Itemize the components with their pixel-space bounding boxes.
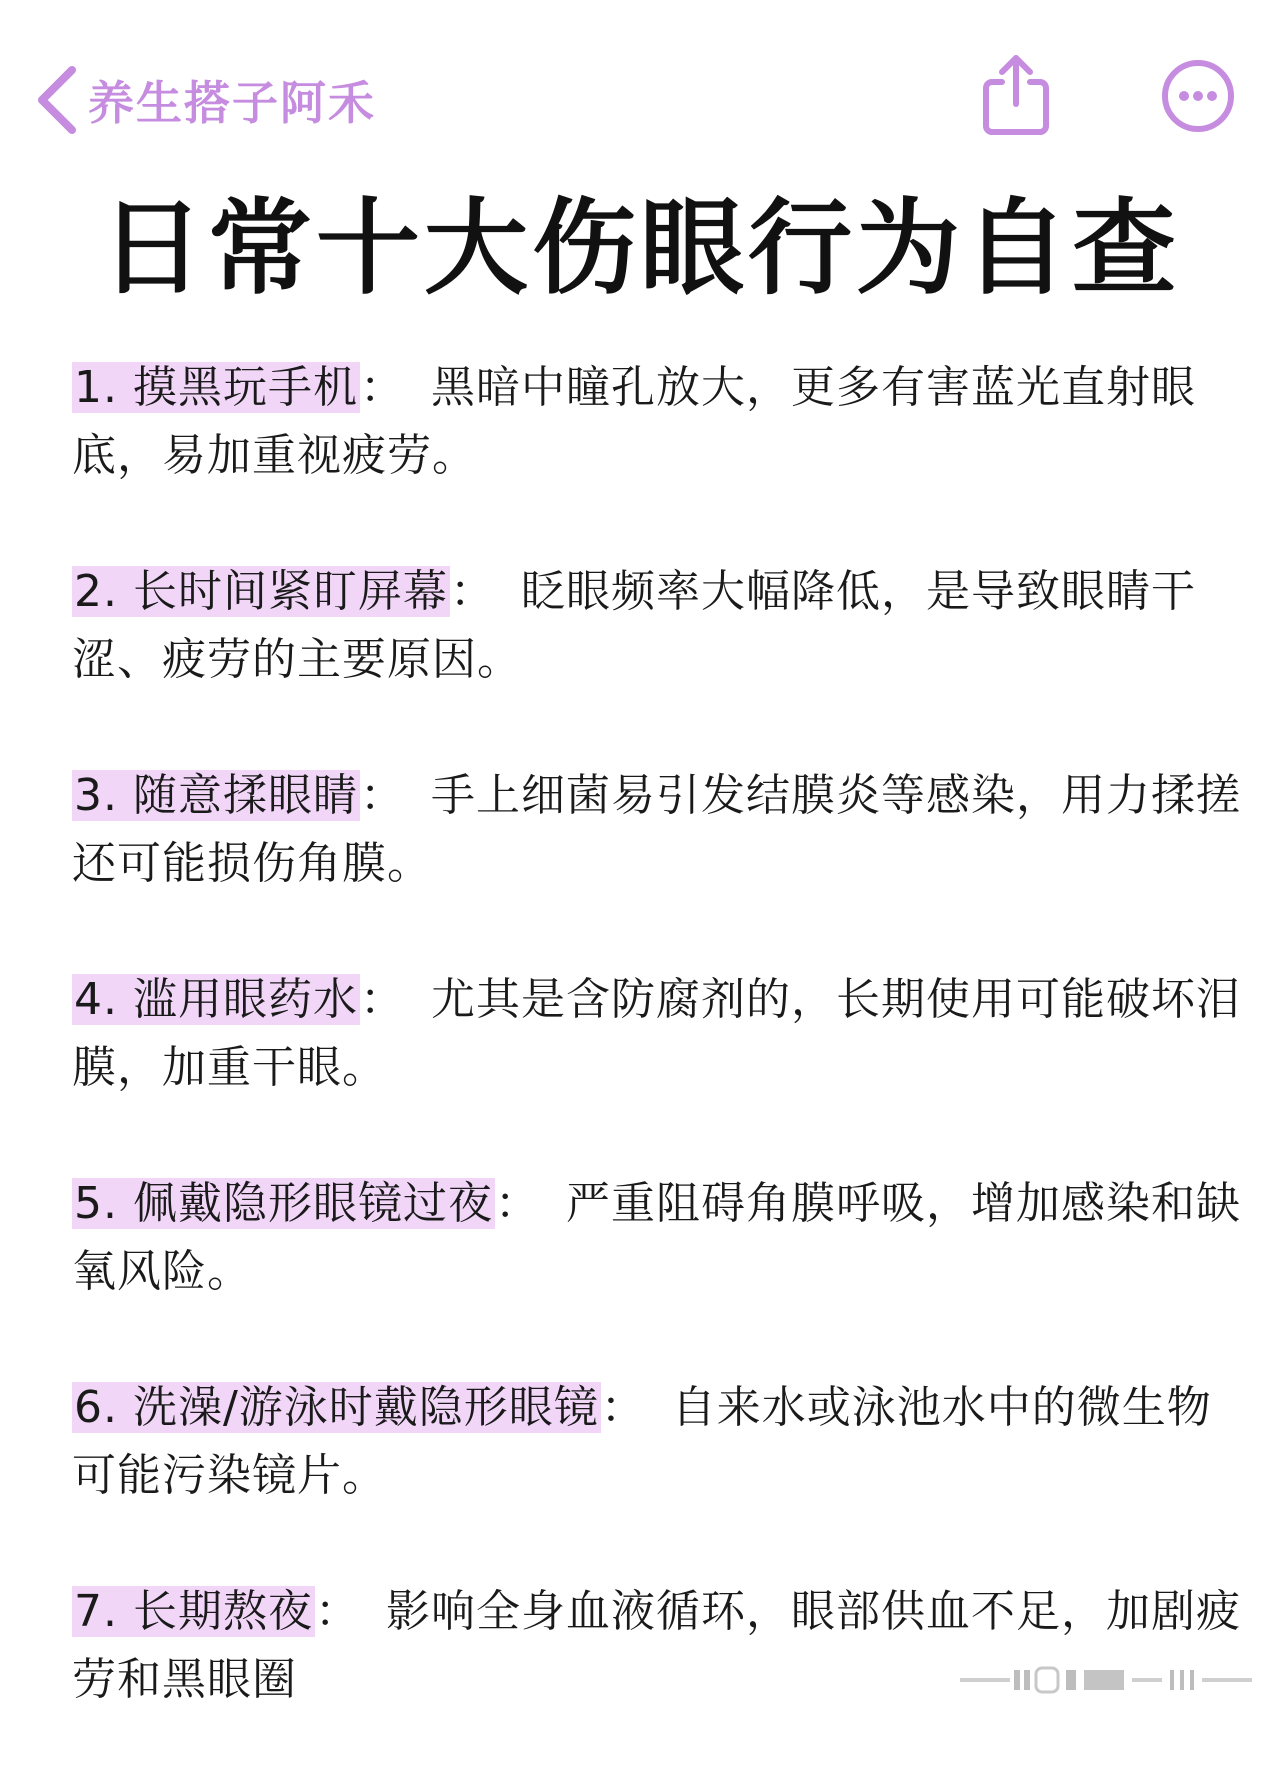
list-item bbox=[72, 558, 1242, 694]
item-heading: 5. 佩戴隐形眼镜过夜 bbox=[74, 1178, 493, 1229]
page-title: 日常十大伤眼行为自查 bbox=[99, 187, 1180, 309]
list-item bbox=[72, 1170, 1242, 1306]
chevron-left-icon bbox=[34, 64, 78, 136]
more-icon bbox=[1160, 58, 1236, 134]
item-description: 影响全身血液循环，眼部供血不足，加剧疲劳和黑眼圈 bbox=[72, 1586, 1241, 1705]
item-colon: ： bbox=[600, 1382, 646, 1433]
item-description: 眨眼频率大幅降低，是导致眼睛干涩、疲劳的主要原因。 bbox=[72, 566, 1196, 685]
item-heading: 2. 长时间紧盯屏幕 bbox=[74, 566, 448, 617]
item-description: 尤其是含防腐剂的，长期使用可能破坏泪膜，加重干眼。 bbox=[72, 974, 1241, 1093]
account-name: 养生搭子阿禾 bbox=[88, 76, 376, 130]
item-heading: 7. 长期熬夜 bbox=[74, 1586, 313, 1637]
item-colon: ： bbox=[494, 1178, 540, 1229]
list-item bbox=[72, 966, 1242, 1102]
item-description: 严重阻碍角膜呼吸，增加感染和缺氧风险。 bbox=[72, 1178, 1241, 1297]
item-description: 手上细菌易引发结膜炎等感染，用力揉搓还可能损伤角膜。 bbox=[72, 770, 1241, 889]
item-description: 自来水或泳池水中的微生物可能污染镜片。 bbox=[72, 1382, 1212, 1501]
top-bar bbox=[0, 0, 1280, 190]
item-colon: ： bbox=[359, 362, 405, 413]
list-item bbox=[72, 1374, 1242, 1510]
item-description: 黑暗中瞳孔放大，更多有害蓝光直射眼底，易加重视疲劳。 bbox=[72, 362, 1196, 481]
share-button[interactable] bbox=[980, 52, 1052, 136]
list-item bbox=[72, 762, 1242, 898]
behavior-list bbox=[72, 354, 1242, 1782]
more-options-button[interactable] bbox=[1160, 58, 1236, 134]
item-colon: ： bbox=[359, 974, 405, 1025]
item-heading: 3. 随意揉眼睛 bbox=[74, 770, 358, 821]
item-colon: ： bbox=[449, 566, 495, 617]
watermark-image bbox=[960, 1666, 1260, 1694]
back-button[interactable] bbox=[34, 62, 376, 138]
item-heading: 1. 摸黑玩手机 bbox=[74, 362, 358, 413]
list-item bbox=[72, 354, 1242, 490]
item-colon: ： bbox=[314, 1586, 360, 1637]
share-icon bbox=[980, 52, 1052, 136]
item-heading: 6. 洗澡/游泳时戴隐形眼镜 bbox=[74, 1382, 599, 1433]
item-colon: ： bbox=[359, 770, 405, 821]
item-heading: 4. 滥用眼药水 bbox=[74, 974, 358, 1025]
